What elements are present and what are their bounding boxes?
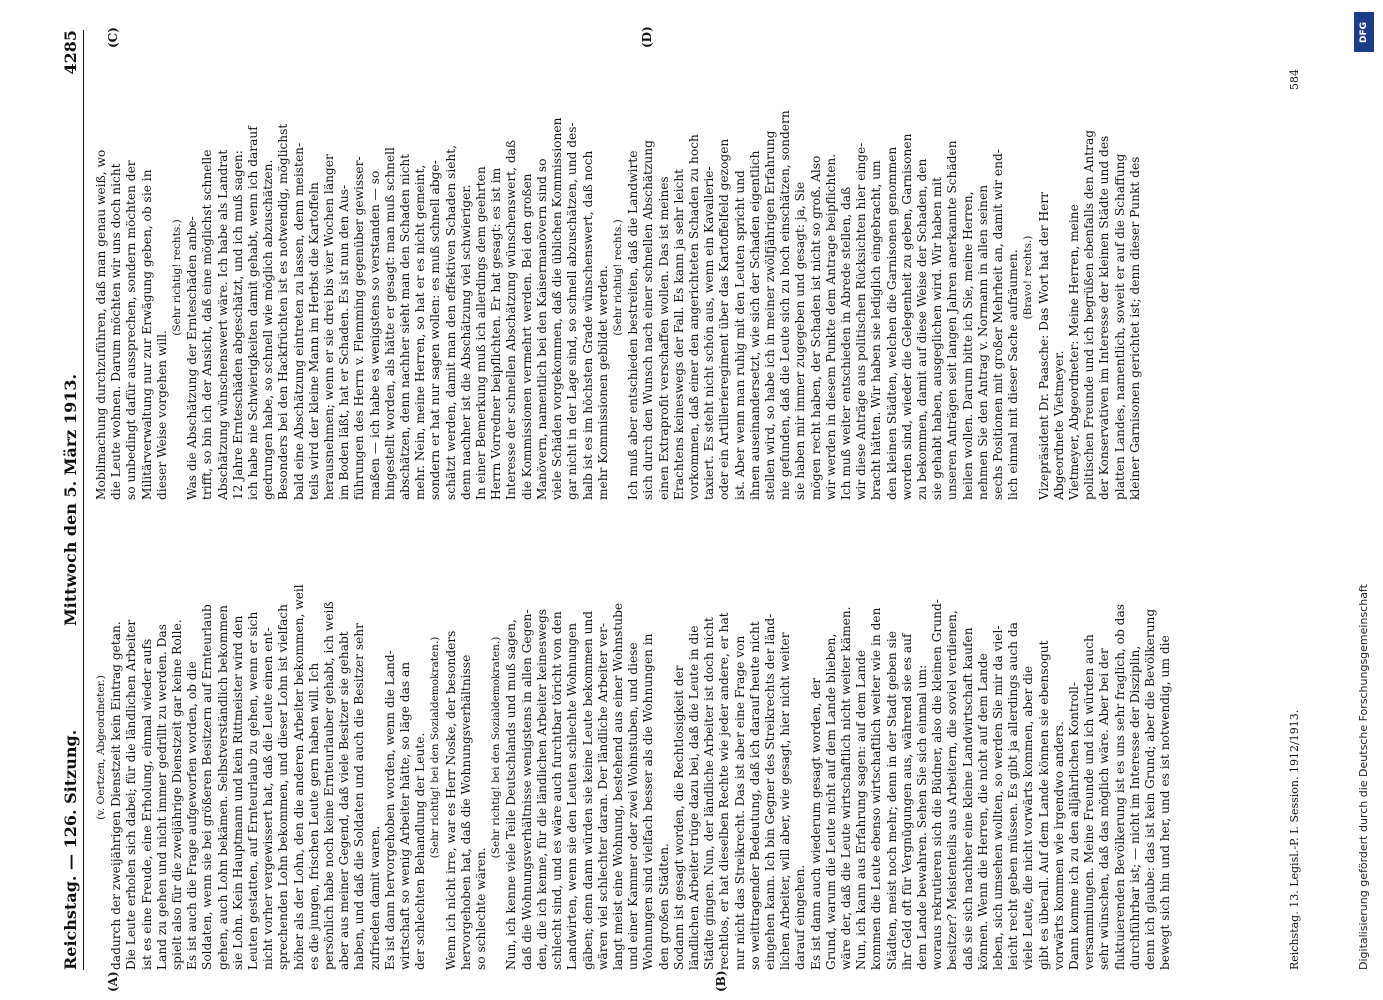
- text-line: trifft, so bin ich der Ansicht, daß eine möglichst schnelle: [200, 149, 215, 500]
- text-line: taxiert. Es steht nicht schön aus, wenn ein Kavallerie-: [702, 166, 717, 500]
- text-line: bewegt sich hin und her, und es ist notwendig, um die: [1158, 635, 1173, 970]
- text-line: gibt es überall. Auf dem Lande können sie ebensogut: [1036, 640, 1051, 970]
- text-line: es die jungen, frischen Leute gern haben will. Ich: [306, 662, 321, 970]
- text-line: Nun, ich kenne viele Teile Deutschlands und muß sagen,: [504, 619, 519, 970]
- text-line: ländlichen Arbeiter trüge dazu bei, daß die Leute in die: [686, 625, 701, 970]
- text-line: Erachtens keineswegs der Fall. Es kann ja sehr leicht: [671, 168, 686, 500]
- text-line: Vietmeyer, Abgeordneter: Meine Herren, meine: [1067, 204, 1081, 500]
- text-line: die Kommissionen vermehrt werden. Bei den großen: [519, 173, 534, 500]
- text-line: ihnen auseinandersetzt, wie sich der Schaden eigentlich: [747, 150, 762, 500]
- text-line: Es ist dann hervorgehoben worden, wenn die Land-: [382, 650, 397, 970]
- header-session: Reichstag. — 126. Sitzung.: [61, 729, 80, 970]
- text-line: viele Leute, die nicht vorwärts kommen, aber die: [1021, 665, 1036, 970]
- text-line: persönlich habe noch keine Ernteurlauber gehabt, ich weiß: [322, 601, 337, 970]
- text-line: bald eine Abschätzung eintreten zu lassen, denn meisten-: [291, 142, 306, 500]
- text-line: so unbedingt dafür aussprechen, sondern möchten der: [124, 160, 139, 500]
- text-line: zufrieden damit waren.: [367, 825, 382, 970]
- text-line: haben, und daß die Soldaten und auch die Besitzer sehr: [352, 623, 367, 970]
- text-line: einen Extraprofit verschaffen wollen. Das ist meines: [656, 176, 671, 500]
- dfg-logo: DFG: [1354, 12, 1374, 52]
- text-line: fluktuierenden Bevölkerung ist es uns sehr fraglich, ob das: [1112, 604, 1127, 970]
- text-line: Wohnungen sind vielfach besser als die Wohnungen in: [641, 633, 656, 970]
- text-line: kleiner Garnisonen gerichtet ist; denn dieser Punkt des: [1127, 156, 1142, 500]
- text-line: bracht hätten. Wir haben sie lediglich eingebracht, um: [869, 160, 884, 500]
- text-line: wären viel schlechter daran. Der ländliche Arbeiter ver-: [595, 623, 610, 970]
- text-line: abschätzen, denn nachher sieht man den Schaden nicht: [398, 153, 413, 500]
- text-line: so schlechte wären.: [474, 847, 489, 970]
- text-line: Sodann ist gesagt worden, die Rechtlosigkeit der: [671, 665, 686, 970]
- text-line: Dann komme ich zu den alljährlichen Kontroll-: [1067, 682, 1081, 970]
- text-line: lichen Arbeiter, will aber, wie gesagt, hier nicht weiter: [778, 632, 793, 970]
- text-line: sondern er hat nur sagen wollen: es muß schnell abge-: [428, 160, 443, 500]
- text-line: (Bravo! rechts.): [1022, 235, 1035, 320]
- text-line: Abschätzung wünschenswert wäre. Ich habe als Landrat: [215, 149, 230, 500]
- text-line: Wenn ich nicht irre, war es Herr Noske, der besonders: [443, 630, 458, 970]
- text-line: worden sind, wieder die Gelegenheit zu geben, Garnisonen: [899, 133, 914, 500]
- text-line: können. Wenn die Herren, die nicht auf dem Lande: [975, 653, 990, 970]
- margin-marker-b: (B): [714, 970, 728, 992]
- text-line: 12 Jahre Ernteschäden abgeschätzt, und ich muß sagen:: [230, 150, 245, 500]
- text-line: sie haben mir immer zugegeben und gesagt: ja, Sie: [793, 181, 808, 500]
- text-line: Besonders bei den Hackfrüchten ist es notwendig, möglichst: [276, 123, 291, 500]
- text-line: daß sie sich nachher eine kleine Landwirtschaft kaufen: [960, 627, 975, 970]
- text-line: gäben; denn dann würden sie keine Leute bekommen und: [580, 610, 595, 970]
- text-line: besitzer? Meistenteils aus Arbeitern, die soviel verdienen,: [945, 610, 960, 970]
- text-line: kommen die Leute ebenso wirtschaftlich weiter wie in den: [869, 607, 884, 970]
- text-line: Herrn Vorredner beipflichten. Er hat gesagt: es ist im: [489, 167, 504, 500]
- text-line: eingehen kann. Ich bin Gegner des Streikrechts der länd-: [762, 613, 777, 970]
- text-line: Was die Abschätzung der Ernteschäden anbe-: [185, 216, 200, 500]
- text-line: schlecht sind, und es wäre auch furchtbar töricht von den: [550, 611, 565, 970]
- page-header: [50, 30, 84, 970]
- text-line: lich einmal mit dieser Sache aufräumen.: [1006, 249, 1021, 500]
- text-line: viele Schäden vorgekommen, daß die üblichen Kommissionen: [550, 117, 565, 500]
- text-line: mehr Kommissionen gebildet werden.: [595, 265, 610, 500]
- text-line: (Sehr richtig! rechts.): [611, 219, 624, 336]
- text-line: (v. Oertzen, Abgeordneter.): [95, 675, 107, 820]
- text-line: platten Landes, namentlich, soweit er auf die Schaffung: [1112, 153, 1127, 500]
- text-line: gar nicht in der Lage sind, so schnell abzuschätzen, und des-: [565, 122, 580, 500]
- text-line: rechtlos, er hat dieselben Rechte wie jeder andere, er hat: [717, 612, 732, 970]
- margin-marker-d: (D): [640, 26, 654, 48]
- text-line: herausnehmen; wenn er sie drei bis vier Wochen länger: [322, 154, 337, 500]
- text-line: darauf eingehen.: [793, 864, 808, 970]
- text-line: versammlungen. Meine Freunde und ich würden auch: [1082, 634, 1097, 970]
- text-line: stellen wird, so habe ich in meiner zwölfjährigen Erfahrung: [762, 130, 777, 500]
- text-line: politischen Freunde und ich begrüßen ebenfalls den Antrag: [1082, 129, 1097, 500]
- text-line: Manövern, namentlich bei den Kaisermanövern sind so: [534, 158, 549, 500]
- margin-marker-c: (C): [106, 27, 120, 48]
- text-line: vorkommen, daß einer den angerichteten Schaden zu hoch: [686, 134, 701, 500]
- text-line: woraus rekrutieren sich die Büdner, also die kleinen Grund-: [930, 599, 945, 970]
- text-line: ist es eine Freude, eine Erholung, einmal wieder aufs: [139, 638, 154, 970]
- text-line: Städten, meist noch mehr; denn in der Stadt geben sie: [884, 630, 899, 970]
- text-line: Ich muß weiter entschieden in Abrede stellen, daß: [838, 186, 853, 500]
- text-line: denn nachher ist die Abschätzung viel schwieriger.: [458, 184, 473, 500]
- text-line: den, die ich kenne, für die ländlichen Arbeiter keineswegs: [534, 608, 549, 970]
- dfg-credit-strip: [1352, 10, 1376, 970]
- text-line: In einer Bemerkung muß ich allerdings dem geehrten: [474, 166, 489, 500]
- text-line: nicht vorher vergewissert hat, daß die Leute einen ent-: [261, 627, 276, 970]
- text-line: (Sehr richtig! bei den Sozialdemokraten.): [490, 636, 503, 859]
- text-line: dieser Weise vorgehen will.: [154, 330, 169, 500]
- text-line: Militärverwaltung nur zur Erwägung geben, ob sie in: [139, 169, 154, 500]
- text-line: wir werden in diesem Punkte dem Antrage beipflichten.: [823, 153, 838, 500]
- text-line: nie gefunden, daß die Leute sich zu hoch einschätzen, sondern: [778, 110, 793, 500]
- text-line: daß die Wohnungsverhältnisse wenigstens in allen Gegen-: [519, 609, 534, 970]
- text-line: dadurch der zweijährigen Dienstzeit kein Eintrag getan.: [109, 621, 124, 970]
- footer-sheet-number: 584: [1288, 69, 1301, 90]
- text-line: sehr wünschen, daß das möglich wäre. Aber bei der: [1097, 648, 1112, 970]
- text-line: (Sehr richtig! rechts.): [171, 219, 184, 336]
- text-line: Es ist dann auch wiederum gesagt worden, der: [808, 677, 823, 970]
- text-line: denn ich glaube: das ist kein Grund; aber die Bevölkerung: [1143, 608, 1158, 970]
- text-line: sich durch den Wunsch nach einer schnellen Abschätzung: [641, 140, 656, 500]
- text-line: langt meist eine Wohnung, bestehend aus einer Wohnstube: [610, 602, 625, 970]
- text-line: die Leute wohnen. Darum möchten wir uns doch nicht: [109, 163, 124, 500]
- text-line: Grund, warum die Leute nicht auf dem Lande blieben,: [823, 633, 838, 970]
- header-date: Mittwoch den 5. März 1913.: [61, 373, 80, 627]
- text-line: ihr Geld oft für Vergnügungen aus, während sie es auf: [899, 633, 914, 970]
- text-line: Leuten gestatten, auf Ernteurlaub zu gehen, wenn er sich: [246, 611, 261, 970]
- text-line: oder ein Artillerieregiment über das Kartoffelfeld gezogen: [717, 138, 732, 500]
- page-number: 4285: [61, 29, 80, 75]
- text-line: halb ist es im höchsten Grade wünschenswert, daß noch: [580, 150, 595, 500]
- text-line: der Konservativen im Interesse der kleinen Städte und des: [1097, 135, 1112, 500]
- text-line: schätzt werden, damit man den effektiven Schaden sieht,: [443, 144, 458, 500]
- rotated-page-content: [50, 26, 1310, 992]
- text-line: Mobilmachung durchzuführen, daß man genau weiß, wo: [94, 149, 108, 500]
- text-line: Es ist auch die Frage aufgeworfen worden, ob die: [185, 661, 200, 970]
- text-line: Die Leute erholen sich dabei; für die ländlichen Arbeiter: [124, 619, 139, 970]
- text-line: Vizepräsident Dr. Paasche: Das Wort hat der Herr: [1036, 191, 1051, 500]
- text-line: unseren Anträgen seit langen Jahren anerkannte Schäden: [945, 140, 960, 500]
- text-line: Interesse der schnellen Abschätzung wünschenswert, daß: [504, 139, 519, 500]
- text-line: ich habe nie Schwierigkeiten damit gehabt, wenn ich darauf: [246, 126, 261, 500]
- text-line: Ich muß aber entschieden bestreiten, daß die Landwirte: [626, 150, 641, 500]
- text-line: hingestellt worden, als hätte er gesagt: man muß schnell: [382, 147, 397, 500]
- text-line: sie gehabt haben, ausgeglichen wird. Wir haben mit: [930, 176, 945, 500]
- text-line: (Sehr richtig! bei den Sozialdemokraten.): [429, 636, 442, 859]
- text-line: den großen Städten.: [656, 843, 671, 970]
- text-line: aber aus meiner Gegend, daß viele Besitzer sie gehabt: [337, 631, 352, 970]
- text-line: und einer Kammer oder zwei Wohnstuben, und diese: [626, 642, 641, 970]
- text-line: Abgeordnete Vietmeyer.: [1051, 350, 1066, 500]
- text-line: im Boden läßt, hat er Schaden. Es ist nun den Aus-: [337, 184, 352, 500]
- text-line: Soldaten, wenn sie bei größeren Besitzern auf Ernteurlaub: [200, 604, 215, 970]
- text-line: höher als der Lohn, den die anderen Arbeiter bekommen, weil: [291, 584, 306, 970]
- text-line: gehen, auch Lohn bekämen. Selbstverständlich bekommen: [215, 604, 230, 970]
- text-line: Landwirten, wenn sie den Leuten schlechte Wohnungen: [565, 622, 580, 970]
- text-line: führungen des Herrn v. Flemming gegenüber gewisser-: [352, 156, 367, 500]
- text-line: nehmen Sie den Antrag v. Normann in allen seinen: [975, 184, 990, 500]
- text-line: den kleinen Städten, welchen die Garnisonen genommen: [884, 146, 899, 500]
- dfg-credit-text: Digitalisierung gefördert durch die Deutsche Forschungsgemeinschaft: [1357, 584, 1370, 970]
- text-line: durchführbar ist; — nicht im Interesse der Disziplin,: [1127, 645, 1142, 970]
- text-line: sechs Positionen mit großer Mehrheit an, damit wir end-: [990, 149, 1005, 500]
- text-line: sie Lohn. Kein Hauptmann und kein Rittmeister wird den: [230, 615, 245, 970]
- text-line: maßen — ich habe es wenigstens so verstanden — so: [367, 170, 382, 500]
- text-line: mehr. Nein, meine Herren, so hat er es nicht gemeint,: [413, 164, 428, 500]
- text-line: Städte gingen. Nun, der ländliche Arbeiter ist doch nicht: [702, 617, 717, 970]
- text-line: leicht recht geben müssen. Es gibt ja allerdings auch da: [1006, 622, 1021, 970]
- footer-legislature: Reichstag. 13. Legisl.-P. I. Session. 1912/1913.: [1288, 709, 1301, 970]
- text-line: Nun, ich kann aus Erfahrung sagen: auf dem Lande: [854, 649, 869, 970]
- text-line: wir diese Anträge aus politischen Rücksichten hier einge-: [854, 142, 869, 500]
- text-line: dem Lande bewahren. Sehen Sie sich einmal um:: [914, 664, 929, 970]
- text-line: mögen recht haben, der Schaden ist nicht so groß. Also: [808, 155, 823, 500]
- text-line: heilen wollen. Darum bitte ich Sie, meine Herren,: [960, 191, 975, 500]
- margin-marker-a: (A): [106, 971, 120, 992]
- right-text-column: [94, 55, 1143, 500]
- text-line: wäre der, daß die Leute wirtschaftlich nicht weiter kämen.: [838, 606, 853, 970]
- text-line: sprechenden Lohn bekommen, und dieser Lohn ist vielfach: [276, 604, 291, 970]
- text-line: teils wird der kleine Mann im Herbst die Kartoffeln: [306, 182, 321, 500]
- text-line: der schlechten Behandlung der Leute.: [413, 732, 428, 970]
- text-line: Land zu gehen und nicht immer gedrillt zu werden. Das: [154, 624, 169, 970]
- text-line: so weittragender Bedeutung, daß ich darauf heute nicht: [747, 621, 762, 970]
- text-line: zu bekommen, damit auf diese Weise der Schaden, den: [914, 158, 929, 500]
- text-line: hervorgehoben hat, daß die Wohnungsverhältnisse: [458, 654, 473, 970]
- text-line: ist. Aber wenn man ruhig mit den Leuten spricht und: [732, 170, 747, 500]
- text-line: wirtschaft so wenig Arbeiter hätte, so läge das an: [398, 661, 413, 970]
- left-text-column: [94, 525, 1173, 970]
- text-line: gedrungen habe, so schnell wie möglich abzuschätzen.: [261, 159, 276, 500]
- text-line: vorwärts kommen wie irgendwo anders.: [1051, 721, 1066, 970]
- text-line: nur nicht das Streikrecht. Das ist aber eine Frage von: [732, 635, 747, 970]
- text-line: leben, sich umsehen wollten, so werden Sie mir da viel-: [990, 625, 1005, 970]
- text-line: spielt also für die zweijährige Dienstzeit gar keine Rolle.: [170, 619, 185, 970]
